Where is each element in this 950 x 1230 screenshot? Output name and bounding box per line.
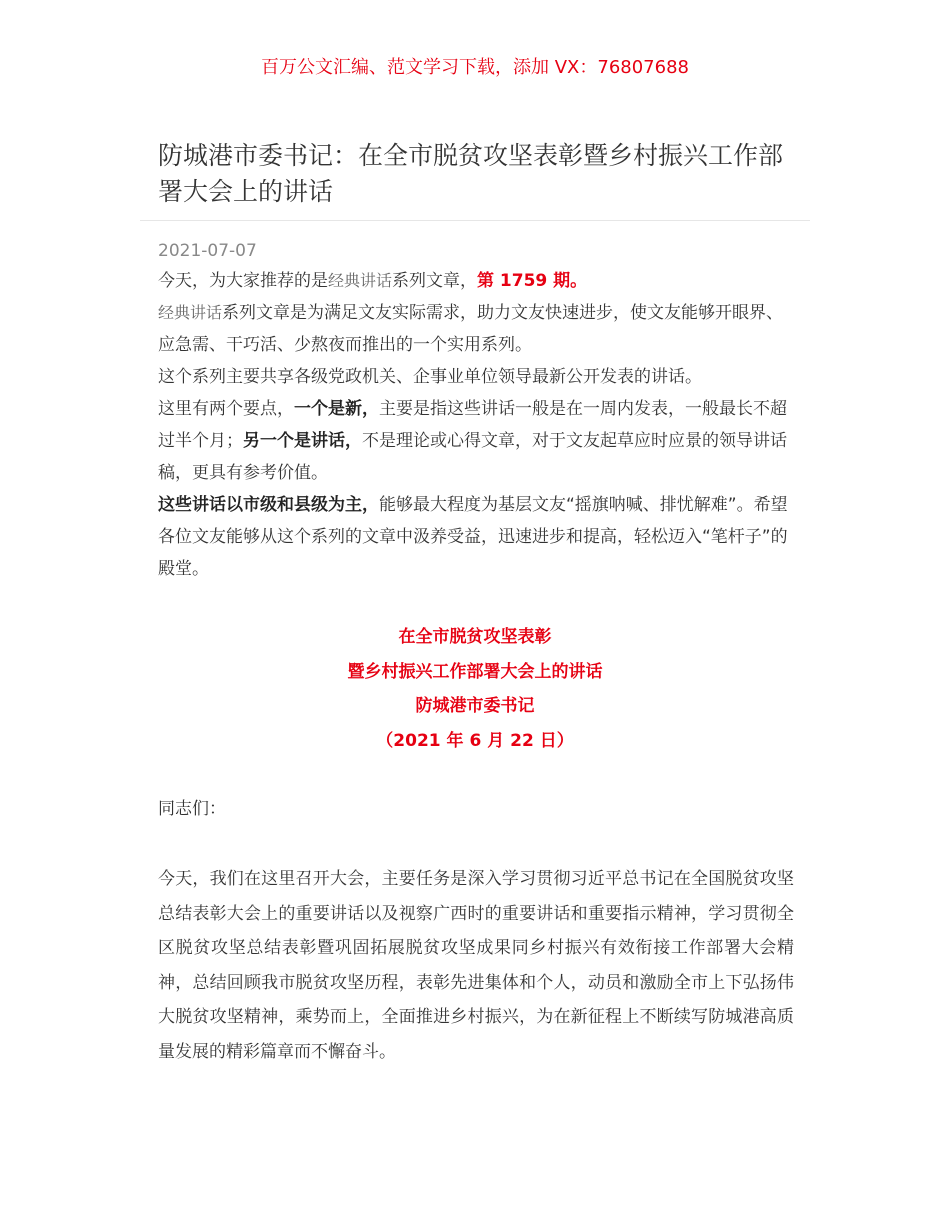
intro-text: 这里有两个要点，: [158, 399, 294, 419]
salutation: 同志们：: [158, 799, 226, 819]
series-name: 经典讲话: [158, 303, 223, 322]
intro-section: [158, 265, 794, 585]
intro-paragraph-1: [158, 265, 794, 297]
speech-title-line-1: 在全市脱贫攻坚表彰: [398, 627, 552, 647]
intro-text: 系列文章，: [392, 271, 478, 291]
series-name: 经典讲话: [328, 271, 393, 290]
key-point-new: 一个是新，: [294, 399, 379, 419]
issue-number: 第 1759 期。: [477, 271, 588, 291]
speech-title-line-2: 暨乡村振兴工作部署大会上的讲话: [347, 661, 603, 682]
title-divider: [140, 220, 810, 221]
publish-date: 2021-07-07: [158, 241, 257, 261]
intro-paragraph-3: 这个系列主要共享各级党政机关、企事业单位领导最新公开发表的讲话。: [158, 367, 702, 387]
speech-speaker: 防城港市委书记: [415, 696, 535, 716]
intro-paragraph-4: [158, 393, 794, 489]
intro-paragraph-2: [158, 297, 794, 361]
speech-date: （2021 年 6 月 22 日）: [376, 730, 574, 751]
intro-text: 今天，为大家推荐的是: [158, 271, 328, 291]
article-title: 防城港市委书记：在全市脱贫攻坚表彰暨乡村振兴工作部署大会上的讲话: [158, 141, 784, 206]
promo-banner: 百万公文汇编、范文学习下载，添加 VX：76807688: [261, 57, 689, 78]
speech-paragraph: 今天，我们在这里召开大会，主要任务是深入学习贯彻习近平总书记在全国脱贫攻坚总结表彰大会上的重要讲话以及视察广西时的重要讲话和重要指示精神，学习贯彻全区脱贫攻坚总结表彰暨巩固拓展脱贫攻坚成果同乡村振兴有效衔接工作部署大会精神，总结回顾我市脱贫攻坚历程，表彰先进集体和个人，动员和激励全市上下弘扬伟大脱贫攻坚精神，乘势而上，全面推进乡村振兴，为在新征程上不断续写防城港高质量发展的精彩篇章而不懈奋斗。: [158, 869, 794, 1062]
speech-heading: [0, 620, 950, 758]
intro-text: 能够最大程度为基层文友“摇旗呐喊、排忧解难”。希望各位文友能够从这个系列的文章中汲养受益，迅速进步和提高，轻松迈入“笔杆子”的殿堂。: [158, 495, 788, 579]
intro-text: 主要是指这些讲话一般是在一周内发表，一般最长不超过半个月；: [158, 399, 787, 451]
intro-text: 不是理论或心得文章，对于文友起草应时应景的领导讲话稿，更具有参考价值。: [158, 431, 787, 483]
intro-paragraph-5: [158, 489, 794, 585]
intro-text: 系列文章是为满足文友实际需求，助力文友快速进步，使文友能够开眼界、应急需、干巧活、少熬夜而推出的一个实用系列。: [158, 303, 784, 355]
key-point-speech: 另一个是讲话，: [243, 431, 362, 451]
key-point-level: 这些讲话以市级和县级为主，: [158, 495, 379, 515]
